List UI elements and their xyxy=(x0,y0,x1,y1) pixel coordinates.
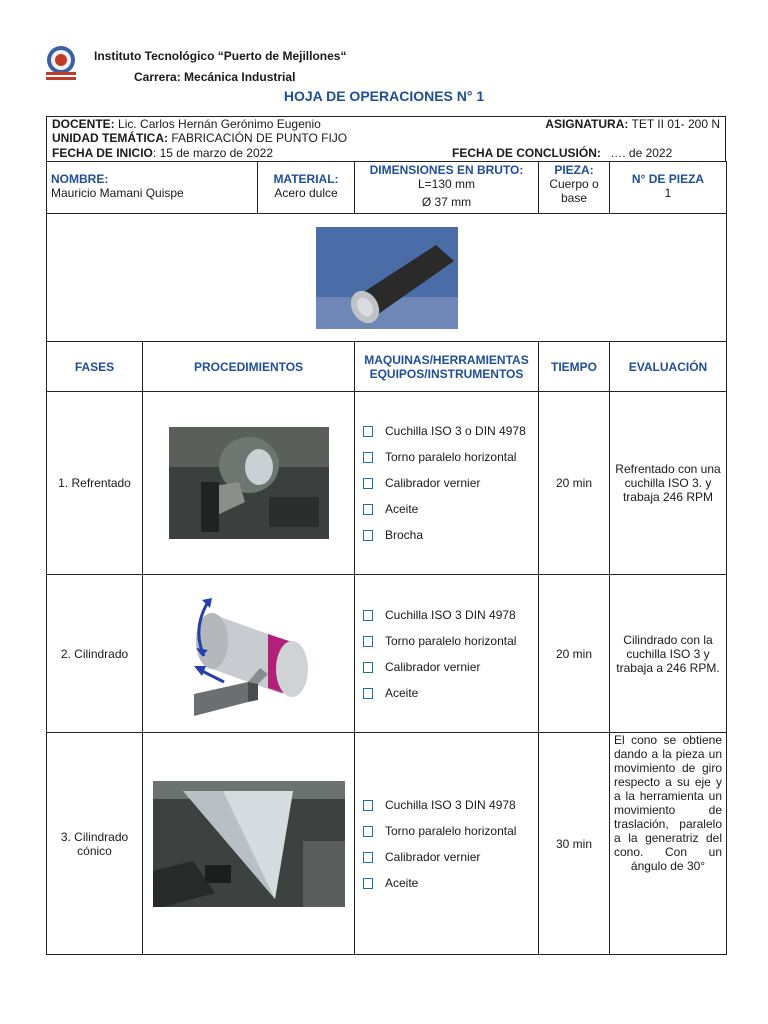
info-box xyxy=(46,116,726,162)
col-tiempo: TIEMPO xyxy=(539,342,610,392)
tool-item: Cuchilla ISO 3 DIN 4978 xyxy=(385,797,538,813)
nombre-value: Mauricio Mamani Quispe xyxy=(51,186,184,200)
cilindrado-diagram xyxy=(182,584,316,724)
asignatura-value: TET II 01- 200 N xyxy=(631,117,720,131)
dimensiones-cell xyxy=(355,162,539,214)
fase-cell: 1. Refrentado xyxy=(47,392,143,575)
tools-cell xyxy=(355,733,539,955)
evaluacion-cell: El cono se obtiene dando a la pieza un movimiento de giro respecto a su eje y a la herramienta un movimiento de traslación, paralelo a la generatriz del cono. Con un ángulo de 30° xyxy=(610,733,727,955)
pieza-label: PIEZA: xyxy=(554,163,594,177)
institute-name: Instituto Tecnológico “Puerto de Mejillones“ xyxy=(94,49,347,63)
pieza-value: Cuerpo o base xyxy=(549,177,599,205)
unidad-row xyxy=(52,131,347,145)
unidad-label: UNIDAD TEMÁTICA: xyxy=(52,131,168,145)
fecha-conclusion-value: …. de 2022 xyxy=(610,146,673,160)
tool-item: Cuchilla ISO 3 o DIN 4978 xyxy=(385,423,538,439)
material-cell xyxy=(258,162,355,214)
tool-item: Cuchilla ISO 3 DIN 4978 xyxy=(385,607,538,623)
operation-row xyxy=(47,733,727,955)
tool-item: Torno paralelo horizontal xyxy=(385,823,538,839)
asignatura-row xyxy=(545,117,720,131)
pieza-cell xyxy=(539,162,610,214)
fase-cell: 2. Cilindrado xyxy=(47,575,143,733)
cilindrado-conico-photo xyxy=(153,781,345,907)
material-label: MATERIAL: xyxy=(273,172,339,186)
docente-value: Lic. Carlos Hernán Gerónimo Eugenio xyxy=(118,117,321,131)
operation-row xyxy=(47,392,727,575)
tool-item: Torno paralelo horizontal xyxy=(385,449,538,465)
col-maquinas: MAQUINAS/HERRAMIENTAS EQUIPOS/INSTRUMENTOS xyxy=(355,342,539,392)
tool-item: Calibrador vernier xyxy=(385,849,538,865)
fecha-conclusion-row xyxy=(452,146,672,160)
fecha-inicio-label: FECHA DE INICIO xyxy=(52,146,153,160)
tool-item: Aceite xyxy=(385,875,538,891)
docente-row xyxy=(52,117,321,131)
tiempo-cell: 20 min xyxy=(539,392,610,575)
column-header-row xyxy=(47,342,727,392)
dimension-diameter: Ø 37 mm xyxy=(421,195,472,209)
institute-logo xyxy=(44,44,78,84)
tiempo-cell: 30 min xyxy=(539,733,610,955)
dimensiones-label: DIMENSIONES EN BRUTO: xyxy=(369,163,524,177)
col-evaluacion: EVALUACIÓN xyxy=(610,342,727,392)
unidad-value: FABRICACIÓN DE PUNTO FIJO xyxy=(171,131,348,145)
fecha-inicio-value: : 15 de marzo de 2022 xyxy=(152,146,273,160)
evaluacion-cell: Cilindrado con la cuchilla ISO 3 y trabaja a 246 RPM. xyxy=(610,575,727,733)
career-name: Carrera: Mecánica Industrial xyxy=(134,70,296,84)
fase-cell: 3. Cilindrado cónico xyxy=(47,733,143,955)
tools-list xyxy=(355,797,538,891)
tool-item: Torno paralelo horizontal xyxy=(385,633,538,649)
page-title: HOJA DE OPERACIONES N° 1 xyxy=(283,88,485,104)
evaluacion-cell: Refrentado con una cuchilla ISO 3. y trabaja 246 RPM xyxy=(610,392,727,575)
num-pieza-cell xyxy=(610,162,727,214)
fecha-conclusion-label: FECHA DE CONCLUSIÓN: xyxy=(452,146,601,160)
tool-item: Brocha xyxy=(385,527,538,543)
tool-item: Aceite xyxy=(385,685,538,701)
nombre-label: NOMBRE: xyxy=(51,172,109,186)
procedure-image-cell xyxy=(143,575,355,733)
tool-item: Calibrador vernier xyxy=(385,659,538,675)
material-value: Acero dulce xyxy=(274,186,338,200)
tools-list xyxy=(355,423,538,543)
tool-item: Calibrador vernier xyxy=(385,475,538,491)
workpiece-photo xyxy=(316,227,458,329)
refrentado-photo xyxy=(169,427,329,539)
num-pieza-value: 1 xyxy=(664,186,672,200)
dimension-length: L=130 mm xyxy=(417,177,476,191)
num-pieza-label: N° DE PIEZA xyxy=(631,172,705,186)
procedure-image-cell xyxy=(143,733,355,955)
details-row xyxy=(47,162,727,214)
nombre-cell xyxy=(47,162,258,214)
col-procedimientos: PROCEDIMIENTOS xyxy=(143,342,355,392)
tools-cell xyxy=(355,392,539,575)
procedure-image-cell xyxy=(143,392,355,575)
asignatura-label: ASIGNATURA: xyxy=(545,117,629,131)
tools-cell xyxy=(355,575,539,733)
operation-row xyxy=(47,575,727,733)
workpiece-cell xyxy=(47,214,727,342)
tool-item: Aceite xyxy=(385,501,538,517)
workpiece-row xyxy=(47,214,727,342)
docente-label: DOCENTE: xyxy=(52,117,115,131)
operations-table xyxy=(46,161,727,955)
col-fases: FASES xyxy=(47,342,143,392)
tools-list xyxy=(355,607,538,701)
tiempo-cell: 20 min xyxy=(539,575,610,733)
fecha-inicio-row xyxy=(52,146,273,160)
